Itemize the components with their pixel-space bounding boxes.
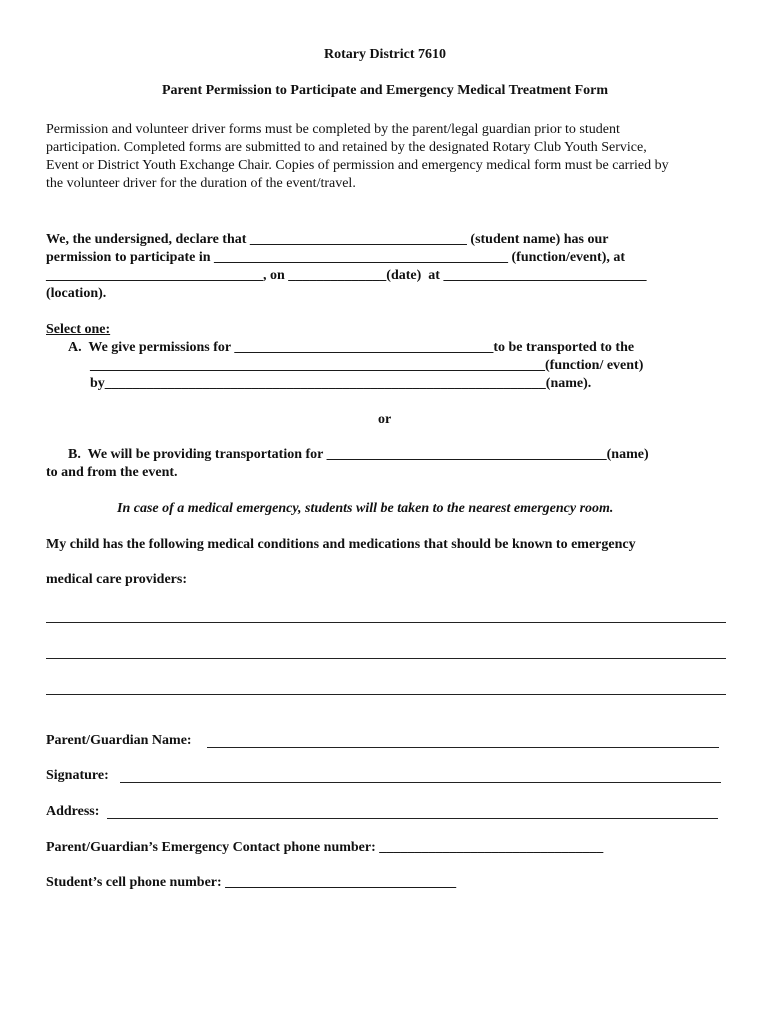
address-field[interactable] xyxy=(107,818,718,819)
date-blank[interactable]: ______________ xyxy=(288,268,387,283)
declaration-text: permission to participate in xyxy=(46,250,214,265)
medical-conditions-line[interactable] xyxy=(46,622,726,623)
transport-name-blank[interactable]: ________________________________________ xyxy=(326,447,607,462)
medical-conditions-line[interactable] xyxy=(46,658,726,659)
medical-conditions-prompt-cont: medical care providers: xyxy=(46,572,188,587)
declaration-line-1 xyxy=(46,231,608,249)
function-event-blank[interactable]: _________________________________________________________________ xyxy=(90,358,545,373)
student-phone-line xyxy=(46,874,456,892)
function-event-blank[interactable]: __________________________________________ xyxy=(214,250,508,265)
intro-line: participation. Completed forms are submitted to and retained by the designated Rotary Club Youth Service, xyxy=(46,140,647,155)
intro-paragraph xyxy=(46,121,730,193)
declaration-text: , on xyxy=(263,268,289,283)
emergency-phone-label: Parent/Guardian’s Emergency Contact phone number: xyxy=(46,840,380,855)
option-a-text: by xyxy=(90,376,105,391)
option-a-text: to be transported to the xyxy=(493,340,635,355)
intro-line: Permission and volunteer driver forms must be completed by the parent/legal guardian prior to student xyxy=(46,122,620,137)
declaration-text: (student name) has our xyxy=(466,232,609,247)
signature-field[interactable] xyxy=(120,782,721,783)
option-b-line-2: to and from the event. xyxy=(46,465,178,480)
option-b-text: (name) xyxy=(606,447,649,462)
place-blank[interactable]: _______________________________ xyxy=(46,268,263,283)
location-blank[interactable]: _____________________________ xyxy=(443,268,647,283)
student-name-blank[interactable]: _______________________________ xyxy=(249,232,467,247)
option-a-text: (function/ event) xyxy=(545,358,644,373)
student-phone-blank[interactable]: _________________________________ xyxy=(225,875,457,890)
transported-person-blank[interactable]: _____________________________________ xyxy=(234,340,494,355)
declaration-line-2 xyxy=(46,249,625,267)
declaration-text: (date) at xyxy=(386,268,444,283)
medical-conditions-prompt: My child has the following medical conditions and medications that should be known to emergency xyxy=(46,537,636,552)
medical-conditions-line[interactable] xyxy=(46,694,726,695)
declaration-text: We, the undersigned, declare that xyxy=(46,232,250,247)
option-b-line-1 xyxy=(68,446,649,464)
declaration-text: (function/event), at xyxy=(508,250,626,265)
option-b-text: B. We will be providing transportation for xyxy=(68,447,327,462)
option-a-line-1 xyxy=(68,339,634,357)
emergency-phone-line xyxy=(46,839,603,857)
option-a-line-3 xyxy=(90,375,591,393)
option-a-line-2 xyxy=(90,357,643,375)
option-a-text: (name). xyxy=(545,376,592,391)
signature-label: Signature: xyxy=(46,768,113,783)
intro-line: the volunteer driver for the duration of the event/travel. xyxy=(46,176,356,191)
guardian-name-field[interactable] xyxy=(207,747,719,748)
location-label: (location). xyxy=(46,286,107,301)
intro-line: Event or District Youth Exchange Chair. Copies of permission and emergency medical form must be carried by xyxy=(46,158,669,173)
guardian-name-label: Parent/Guardian Name: xyxy=(46,733,196,748)
or-separator: or xyxy=(378,412,392,427)
declaration-line-3 xyxy=(46,267,646,285)
option-a-text: A. We give permissions for xyxy=(68,340,235,355)
form-title: Parent Permission to Participate and Emergency Medical Treatment Form xyxy=(161,83,609,98)
emergency-phone-blank[interactable]: ________________________________ xyxy=(379,840,604,855)
driver-name-blank[interactable]: _______________________________________________________________ xyxy=(104,376,546,391)
student-phone-label: Student’s cell phone number: xyxy=(46,875,226,890)
address-label: Address: xyxy=(46,804,103,819)
emergency-notice: In case of a medical emergency, students will be taken to the nearest emergency room. xyxy=(117,501,614,516)
select-one-heading: Select one: xyxy=(46,322,111,337)
organization-heading: Rotary District 7610 xyxy=(323,47,447,62)
